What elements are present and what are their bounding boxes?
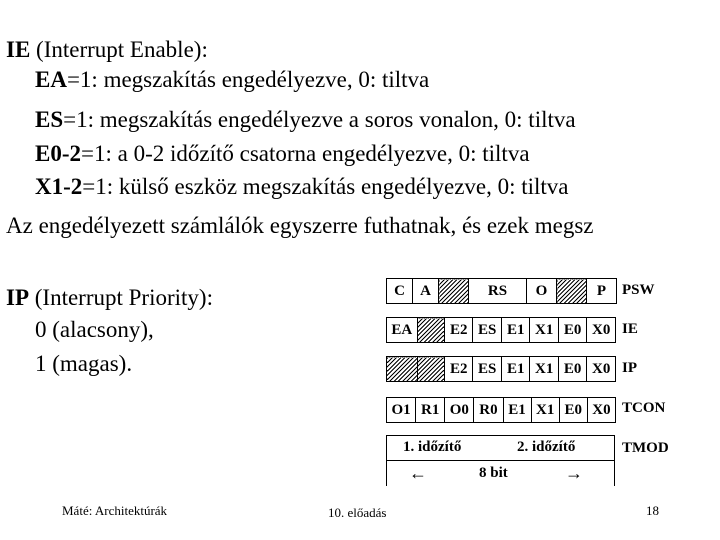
ip-bit-e2: E2 [445, 357, 473, 382]
tmod-register-label: TMOD [622, 440, 669, 456]
ip-register-label: IP [622, 360, 637, 376]
ie-line-es-key: ES [35, 107, 64, 132]
psw-bit-a: A [413, 279, 439, 304]
psw-bit-unused-2 [557, 279, 587, 304]
ip-bit-e0: E0 [558, 357, 586, 382]
tcon-bit-o0: O0 [445, 398, 474, 423]
ip-line-high: 1 (magas). [35, 351, 133, 376]
ie-title [6, 36, 208, 64]
ie-bit-x1: X1 [530, 318, 558, 343]
tmod-register [386, 435, 615, 486]
ie-bit-e1: E1 [501, 318, 529, 343]
ip-bit-es: ES [473, 357, 501, 382]
tcon-bit-r1: R1 [416, 398, 445, 423]
ip-bit-unused-2 [417, 357, 444, 382]
ie-line-ea-key: EA [35, 67, 67, 92]
ie-title-bold: IE [6, 37, 31, 62]
tcon-bit-e0: E0 [559, 398, 587, 423]
ip-title-bold: IP [6, 285, 29, 310]
ie-line-es-text: =1: megszakítás engedélyezve a soros vonalon, 0: tiltva [63, 107, 576, 132]
tcon-register-label: TCON [622, 400, 666, 416]
ie-bit-ea: EA [387, 318, 418, 343]
psw-bits-rs: RS [469, 279, 527, 304]
tmod-divider [387, 460, 614, 461]
psw-bit-p: P [587, 279, 617, 304]
ip-title [6, 284, 213, 312]
ip-bit-unused [387, 357, 418, 382]
tmod-timer2-label: 2. időzítő [517, 439, 576, 455]
tmod-timer1-label: 1. időzítő [403, 439, 462, 455]
footer-author: Máté: Architektúrák [62, 503, 168, 518]
ip-register [386, 356, 616, 382]
ip-title-rest: (Interrupt Priority): [29, 285, 213, 310]
tmod-bits-label: 8 bit [479, 465, 508, 481]
ie-line-es [35, 106, 576, 134]
tcon-bit-x1: X1 [531, 398, 559, 423]
footer-page-number: 18 [646, 503, 659, 518]
tcon-bit-o1: O1 [387, 398, 416, 423]
ie-line-e02-text: =1: a 0-2 időzítő csatorna engedélyezve, 0: tiltva [81, 141, 530, 166]
arrow-right-icon: → [565, 463, 583, 483]
ie-line-e02 [35, 140, 530, 168]
ie-line-x12-key: X1-2 [35, 174, 83, 199]
ip-line-low: 0 (alacsony), [35, 317, 154, 342]
psw-bit-unused [439, 279, 469, 304]
ie-line-ea-text: =1: megszakítás engedélyezve, 0: tiltva [66, 67, 430, 92]
ie-bit-x0: X0 [587, 318, 616, 343]
ip-bit-x1: X1 [530, 357, 558, 382]
ie-note: Az engedélyezett számlálók egyszerre futhatnak, és ezek megsz [6, 213, 594, 238]
ie-register-label: IE [622, 321, 638, 337]
ip-bit-e1: E1 [501, 357, 529, 382]
ie-bit-unused [417, 318, 444, 343]
arrow-left-icon: ← [409, 463, 427, 483]
ie-line-x12 [35, 173, 569, 201]
ie-line-ea [35, 66, 429, 94]
footer-lecture: 10. előadás [328, 505, 387, 520]
ie-title-rest: (Interrupt Enable): [30, 37, 208, 62]
ie-bit-e0: E0 [558, 318, 586, 343]
ie-bit-es: ES [473, 318, 501, 343]
psw-label: PSW [622, 282, 655, 298]
ie-line-e02-key: E0-2 [35, 141, 81, 166]
tcon-bit-r0: R0 [474, 398, 503, 423]
psw-bit-c: C [387, 279, 413, 304]
ie-line-x12-text: =1: külső eszköz megszakítás engedélyezve, 0: tiltva [82, 174, 569, 199]
ip-bit-x0: X0 [587, 357, 616, 382]
psw-register [386, 278, 617, 304]
tcon-bit-e1: E1 [503, 398, 531, 423]
psw-bit-o: O [527, 279, 557, 304]
tcon-register [386, 397, 616, 423]
ie-register [386, 317, 616, 343]
tcon-bit-x0: X0 [587, 398, 615, 423]
ie-bit-e2: E2 [445, 318, 473, 343]
